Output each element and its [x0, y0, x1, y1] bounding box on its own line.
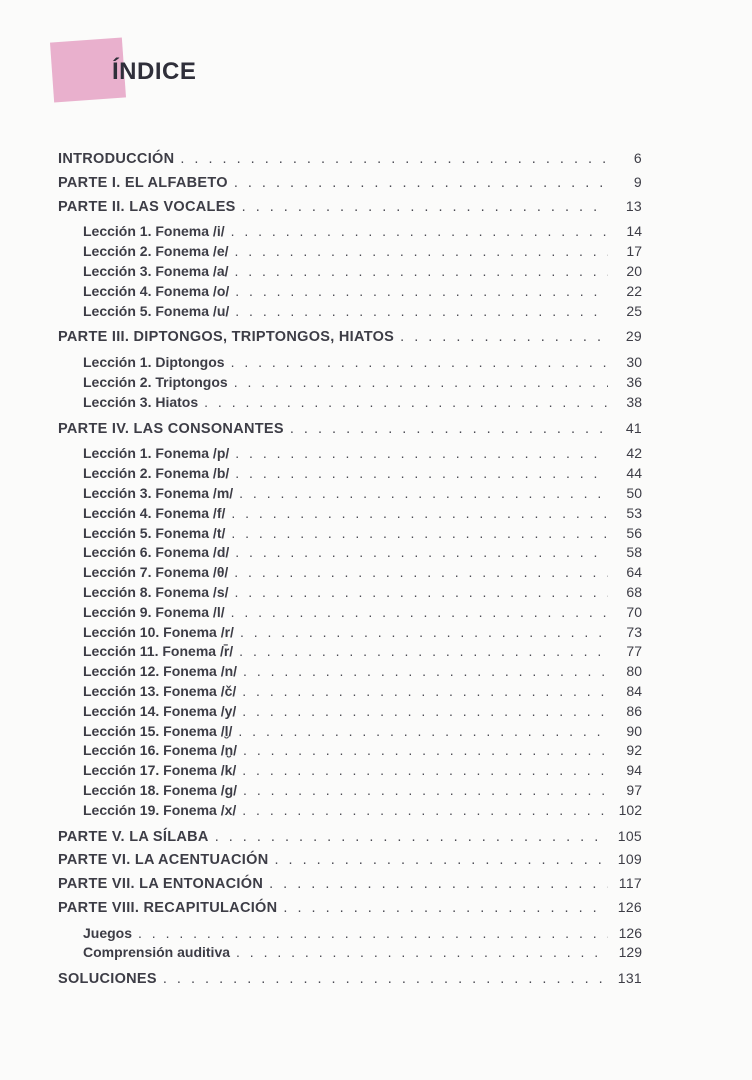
toc-label: Lección 3. Fonema /m/ [83, 484, 234, 501]
toc-page-number: 9 [633, 173, 642, 190]
toc-label: Lección 2. Triptongos [83, 373, 228, 390]
dot-leader [235, 445, 608, 461]
dot-leader [231, 505, 608, 521]
toc-lesson[interactable] [58, 925, 642, 945]
toc-page-number: 117 [618, 875, 642, 892]
dot-leader [239, 643, 608, 659]
dot-leader [231, 525, 608, 541]
toc-lesson[interactable] [58, 683, 642, 703]
toc-entry-parte-1[interactable] [58, 174, 642, 194]
toc-entry-parte-3[interactable] [58, 328, 642, 348]
dot-leader [283, 900, 608, 916]
toc-label: Lección 3. Fonema /a/ [83, 262, 229, 279]
toc-label: Lección 17. Fonema /k/ [83, 762, 237, 779]
toc-page-number: 102 [618, 801, 642, 818]
page-title: ÍNDICE [112, 58, 197, 85]
toc-label: Lección 6. Fonema /d/ [83, 544, 230, 561]
dot-leader [235, 584, 609, 600]
dot-leader [239, 485, 608, 501]
dot-leader [235, 303, 608, 319]
toc-page-number: 90 [626, 722, 642, 739]
toc-page-number: 109 [617, 851, 642, 868]
toc-page-number: 105 [617, 827, 642, 844]
toc-lesson[interactable] [58, 624, 642, 644]
toc-page-number: 86 [626, 702, 642, 719]
toc-page-number: 53 [626, 504, 642, 521]
dot-leader [242, 199, 608, 215]
toc-lesson[interactable] [58, 782, 642, 802]
toc-label: Lección 3. Hiatos [83, 393, 199, 410]
toc-label: INTRODUCCIÓN [58, 151, 175, 167]
dot-leader [238, 723, 608, 739]
toc-lesson[interactable] [58, 944, 642, 964]
toc-label: PARTE VI. LA ACENTUACIÓN [58, 852, 269, 869]
toc-lesson[interactable] [58, 505, 642, 525]
dot-leader [243, 742, 608, 758]
toc-page-number: 126 [618, 924, 642, 941]
toc-page-number: 77 [626, 643, 642, 660]
toc-page-number: 126 [617, 898, 642, 915]
toc-lesson[interactable] [58, 802, 642, 822]
toc-page-number: 20 [626, 262, 642, 279]
toc-lesson[interactable] [58, 374, 642, 394]
dot-leader [235, 544, 608, 560]
toc-page-number: 41 [625, 419, 642, 436]
toc-lesson[interactable] [58, 762, 642, 782]
dot-leader [231, 223, 608, 239]
toc-lesson[interactable] [58, 584, 642, 604]
dot-leader [243, 782, 608, 798]
toc-page-number: 22 [626, 282, 642, 299]
dot-leader [138, 925, 608, 941]
dot-leader [235, 465, 608, 481]
toc-label: Lección 2. Fonema /e/ [83, 243, 229, 260]
dot-leader [235, 263, 609, 279]
toc-page-number: 80 [626, 663, 642, 680]
toc-entry-parte-2[interactable] [58, 198, 642, 218]
toc-lesson[interactable] [58, 354, 642, 374]
toc-page-number: 97 [626, 781, 642, 798]
toc-label: Lección 12. Fonema /n/ [83, 663, 238, 680]
toc-lesson[interactable] [58, 485, 642, 505]
toc-label: Comprensión auditiva [83, 944, 231, 961]
toc-label: Lección 19. Fonema /x/ [83, 801, 237, 818]
toc-label: PARTE II. LAS VOCALES [58, 198, 236, 215]
toc-lesson[interactable] [58, 303, 642, 323]
toc-lesson[interactable] [58, 394, 642, 414]
toc-label: Lección 11. Fonema /r̄/ [83, 643, 234, 660]
toc-label: Lección 5. Fonema /u/ [83, 302, 230, 319]
toc-label: Lección 1. Fonema /p/ [83, 445, 230, 462]
toc-label: Lección 14. Fonema /y/ [83, 702, 237, 719]
toc-label: PARTE IV. LAS CONSONANTES [58, 420, 284, 437]
toc-label: Lección 16. Fonema /n̮/ [83, 742, 238, 759]
dot-leader [234, 374, 608, 390]
toc-entry-parte-8[interactable] [58, 899, 642, 919]
toc-lesson[interactable] [58, 283, 642, 303]
dot-leader [215, 829, 608, 845]
dot-leader [235, 283, 608, 299]
toc-page-number: 92 [626, 742, 642, 759]
toc-page-number: 29 [625, 328, 642, 345]
toc-entry-parte-7[interactable] [58, 875, 642, 895]
toc-entry-soluciones[interactable] [58, 970, 642, 990]
toc-entry-parte-4[interactable] [58, 420, 642, 440]
toc-page-number: 14 [626, 223, 642, 240]
toc-page-number: 38 [626, 393, 642, 410]
dot-leader [242, 683, 608, 699]
toc-lesson[interactable] [58, 525, 642, 545]
dot-leader [204, 394, 608, 410]
toc-label: Lección 8. Fonema /s/ [83, 583, 229, 600]
toc-entry-parte-5[interactable] [58, 828, 642, 848]
dot-leader [236, 944, 608, 960]
dot-leader [163, 971, 608, 987]
toc-lesson[interactable] [58, 663, 642, 683]
toc-label: PARTE VIII. RECAPITULACIÓN [58, 899, 278, 916]
toc-label: PARTE III. DIPTONGOS, TRIPTONGOS, HIATOS [58, 329, 395, 346]
toc-page-number: 6 [633, 150, 642, 166]
toc-lesson[interactable] [58, 564, 642, 584]
toc-label: Lección 7. Fonema /θ/ [83, 564, 229, 581]
toc-label: Lección 10. Fonema /r/ [83, 623, 234, 640]
toc-lesson[interactable] [58, 445, 642, 465]
toc-label: Lección 4. Fonema /f/ [83, 504, 226, 521]
toc-label: Lección 1. Fonema /i/ [83, 223, 225, 240]
toc-lesson[interactable] [58, 703, 642, 723]
toc-label: SOLUCIONES [58, 971, 157, 988]
toc-page-number: 13 [625, 197, 642, 214]
toc-lesson[interactable] [58, 263, 642, 283]
toc-page-number: 68 [626, 583, 642, 600]
dot-leader [269, 876, 608, 892]
toc-label: Juegos [83, 924, 133, 941]
toc-label: Lección 1. Diptongos [83, 354, 225, 371]
dot-leader [242, 703, 608, 719]
toc-lesson[interactable] [58, 723, 642, 743]
dot-leader [242, 802, 608, 818]
toc-label: Lección 5. Fonema /t/ [83, 524, 226, 541]
toc-page-number: 25 [626, 302, 642, 319]
toc-label: Lección 18. Fonema /g/ [83, 781, 238, 798]
toc-page-number: 94 [626, 762, 642, 779]
toc-page-number: 56 [626, 524, 642, 541]
toc-label: PARTE I. EL ALFABETO [58, 174, 228, 191]
toc-page-number: 50 [626, 484, 642, 501]
toc-label: Lección 15. Fonema /l̮/ [83, 722, 233, 739]
toc-page-number: 30 [626, 354, 642, 371]
index-heading [52, 38, 252, 110]
toc-lesson[interactable] [58, 465, 642, 485]
dot-leader [400, 329, 608, 345]
dot-leader [274, 852, 608, 868]
toc-entry-introduccion[interactable] [58, 150, 642, 170]
dot-leader [180, 151, 608, 167]
toc-label: PARTE VII. LA ENTONACIÓN [58, 876, 264, 893]
toc-label: Lección 9. Fonema /l/ [83, 603, 225, 620]
toc-page-number: 131 [617, 970, 642, 987]
dot-leader [234, 564, 608, 580]
toc-label: Lección 2. Fonema /b/ [83, 465, 230, 482]
toc-lesson[interactable] [58, 243, 642, 263]
toc-lesson[interactable] [58, 544, 642, 564]
toc-lesson[interactable] [58, 742, 642, 762]
toc-page-number: 17 [626, 243, 642, 260]
toc-lesson[interactable] [58, 223, 642, 243]
toc-page-number: 44 [626, 465, 642, 482]
toc-page-number: 84 [626, 682, 642, 699]
toc-page-number: 70 [626, 603, 642, 620]
toc-label: Lección 4. Fonema /o/ [83, 282, 230, 299]
dot-leader [231, 604, 608, 620]
dot-leader [290, 421, 608, 437]
toc-label: Lección 13. Fonema /č/ [83, 682, 237, 699]
toc-label: PARTE V. LA SÍLABA [58, 828, 209, 845]
toc-lesson[interactable] [58, 643, 642, 663]
toc-page-number: 73 [626, 623, 642, 640]
dot-leader [243, 663, 608, 679]
toc-page-number: 42 [626, 445, 642, 462]
toc-lesson[interactable] [58, 604, 642, 624]
dot-leader [231, 354, 608, 370]
table-of-contents [58, 150, 642, 990]
dot-leader [242, 762, 608, 778]
toc-page-number: 36 [626, 373, 642, 390]
toc-page-number: 58 [626, 544, 642, 561]
dot-leader [235, 243, 609, 259]
toc-entry-parte-6[interactable] [58, 851, 642, 871]
toc-page-number: 129 [618, 944, 642, 961]
toc-page-number: 64 [626, 564, 642, 581]
dot-leader [234, 175, 608, 191]
dot-leader [240, 624, 608, 640]
